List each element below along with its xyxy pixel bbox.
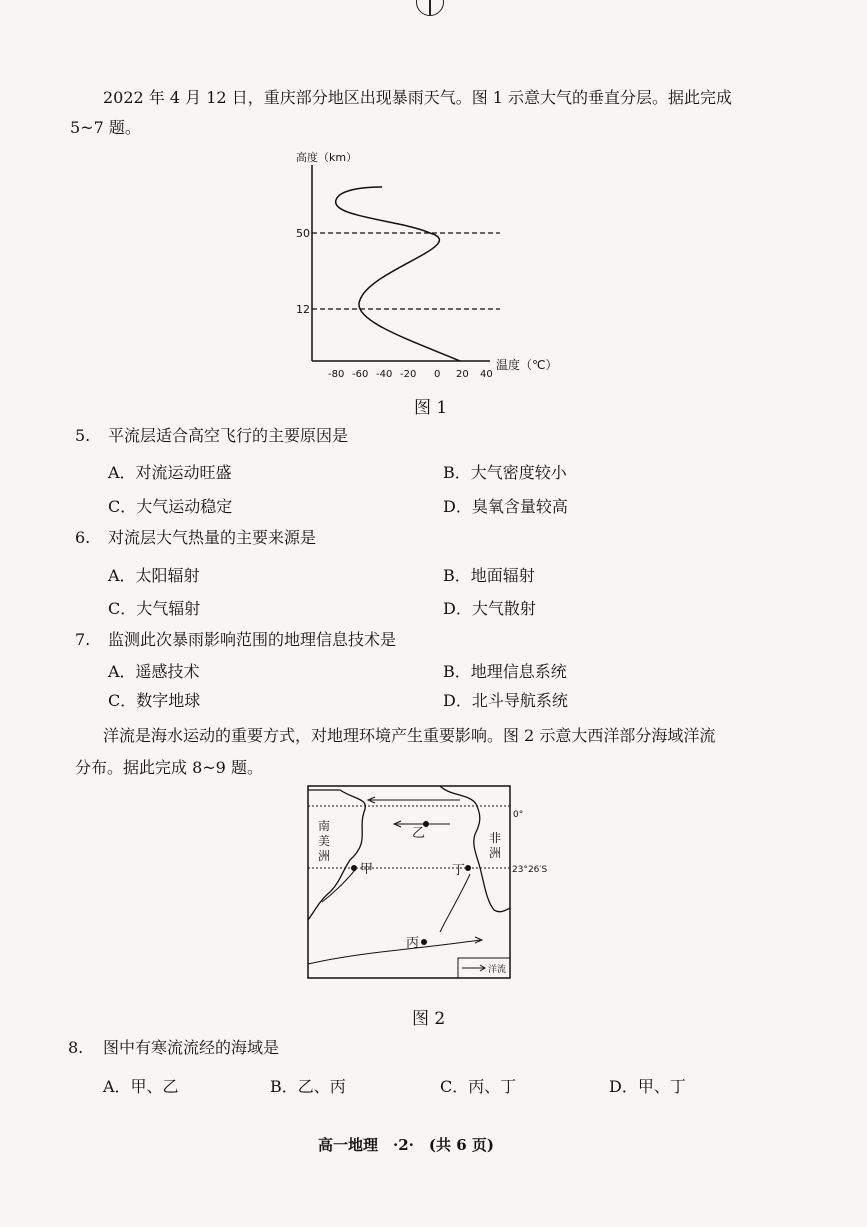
fig2-current-brazil: [322, 870, 355, 902]
fig1-x-tick: 40: [480, 369, 493, 380]
question-6-option-b: B．地面辐射: [443, 566, 535, 585]
question-7-option-b: B．地理信息系统: [443, 662, 567, 681]
fig1-x-tick: -60: [352, 369, 369, 380]
question-5-option-a: A．对流运动旺盛: [108, 463, 232, 482]
question-7-option-d: D．北斗导航系统: [443, 691, 568, 710]
question-5-option-c: C．大气运动稳定: [108, 497, 233, 516]
fig2-current-drift: [308, 940, 480, 964]
question-8-number: 8.: [68, 1038, 84, 1057]
fig2-current-benguela: [440, 874, 470, 932]
fig1-x-tick: -80: [328, 369, 345, 380]
page-footer: 高一地理 ·2· (共 6 页): [318, 1136, 494, 1154]
intro-paragraph-2-line-2: 分布。据此完成 8~9 题。: [75, 758, 263, 777]
fig2-point-jia: [351, 865, 357, 871]
fig2-africa-label-2: 洲: [489, 846, 502, 860]
fig2-south-america-coast: [308, 790, 365, 920]
fig1-x-tick: -20: [400, 369, 417, 380]
fig2-legend-label: 洋流: [488, 965, 507, 975]
fig2-africa-label-1: 非: [489, 831, 502, 845]
question-5-option-d: D．臭氧含量较高: [443, 497, 568, 516]
fig1-y-tick-12: 12: [296, 303, 310, 316]
fig2-label-yi: 乙: [412, 826, 426, 841]
question-5-option-b: B．大气密度较小: [443, 463, 567, 482]
question-7-number: 7.: [75, 630, 91, 649]
intro-paragraph-1-line-1: 2022 年 4 月 12 日，重庆部分地区出现暴雨天气。图 1 示意大气的垂直分层。据此完成: [103, 88, 733, 107]
figure-1-atmosphere-chart: [290, 145, 570, 385]
question-8-option-c: C．丙、丁: [440, 1077, 517, 1096]
question-6-option-c: C．大气辐射: [108, 599, 201, 618]
fig2-label-jia: 甲: [360, 862, 374, 877]
question-7-stem: 监测此次暴雨影响范围的地理信息技术是: [108, 630, 397, 649]
fig2-south-america-label-3: 洲: [318, 849, 331, 863]
question-8-option-d: D．甲、丁: [609, 1077, 686, 1096]
binding-mark-icon: [416, 0, 444, 16]
question-8-stem: 图中有寒流流经的海域是: [103, 1038, 280, 1057]
fig1-y-tick-50: 50: [296, 227, 310, 240]
question-8-option-a: A．甲、乙: [103, 1077, 179, 1096]
question-6-stem: 对流层大气热量的主要来源是: [108, 528, 317, 547]
fig2-south-america-label-2: 美: [318, 834, 331, 848]
question-6-option-d: D．大气散射: [443, 599, 536, 618]
fig1-temperature-curve: [336, 187, 460, 361]
fig2-tropic-label: 23°26′S: [512, 865, 548, 875]
question-5-number: 5.: [75, 426, 91, 445]
fig2-point-ding: [465, 865, 471, 871]
fig2-south-america-label-1: 南: [318, 819, 331, 833]
intro-paragraph-2-line-1: 洋流是海水运动的重要方式，对地理环境产生重要影响。图 2 示意大西洋部分海域洋流: [103, 726, 716, 745]
figure-1-caption: 图 1: [414, 398, 448, 418]
fig1-x-tick: 0: [434, 369, 441, 380]
question-5-stem: 平流层适合高空飞行的主要原因是: [108, 426, 349, 445]
fig1-x-tick: 20: [456, 369, 469, 380]
fig1-x-axis-label: 温度（℃）: [496, 358, 558, 372]
fig2-label-bing: 丙: [406, 936, 420, 951]
intro-paragraph-1-line-2: 5~7 题。: [70, 118, 141, 137]
fig1-y-axis-label: 高度（km）: [296, 151, 358, 164]
question-6-option-a: A．太阳辐射: [108, 566, 200, 585]
fig1-x-tick: -40: [376, 369, 393, 380]
question-6-number: 6.: [75, 528, 91, 547]
fig2-label-ding: 丁: [452, 863, 466, 878]
question-7-option-a: A．遥感技术: [108, 662, 200, 681]
question-8-option-b: B．乙、丙: [270, 1077, 346, 1096]
fig2-point-bing: [421, 939, 427, 945]
question-7-option-c: C．数字地球: [108, 691, 201, 710]
figure-2-caption: 图 2: [412, 1009, 446, 1029]
figure-2-ocean-current-map: [300, 782, 565, 982]
fig2-equator-label: 0°: [513, 810, 524, 820]
